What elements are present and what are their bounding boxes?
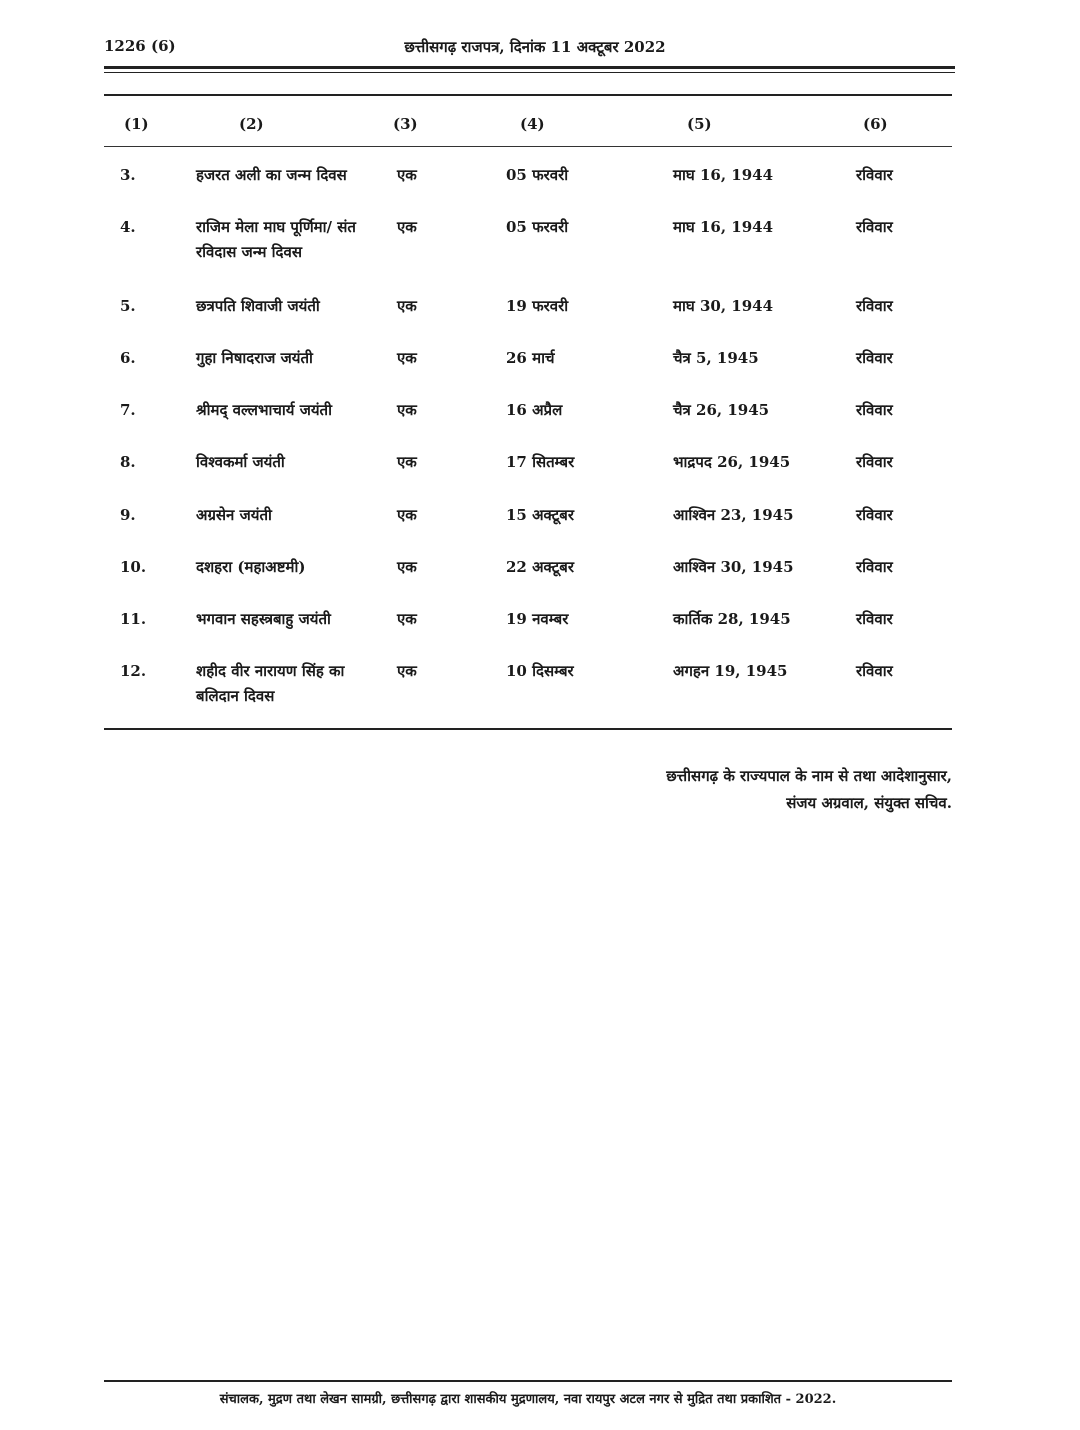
gregorian-date: 26 मार्च: [506, 349, 555, 367]
serial-number: 5.: [120, 297, 136, 315]
table-row: [0, 294, 1080, 342]
gregorian-date: 16 अप्रैल: [506, 401, 563, 419]
table-row: [0, 555, 1080, 603]
column-header-3: (3): [393, 115, 418, 133]
table-row: [0, 163, 1080, 211]
gregorian-date: 05 फरवरी: [506, 166, 569, 184]
table-row: [0, 215, 1080, 263]
serial-number: 12.: [120, 662, 147, 680]
table-row: [0, 503, 1080, 551]
day-count: एक: [397, 401, 417, 419]
holiday-name: श्रीमद् वल्लभाचार्य जयंती: [196, 401, 332, 419]
serial-number: 7.: [120, 401, 136, 419]
column-header-4: (4): [520, 115, 545, 133]
holiday-name: गुहा निषादराज जयंती: [196, 349, 313, 367]
footer-rule: [104, 1380, 952, 1382]
table-row: [0, 659, 1080, 707]
gazette-title: छत्तीसगढ़ राजपत्र, दिनांक 11 अक्टूबर 2022: [404, 38, 666, 56]
serial-number: 11.: [120, 610, 147, 628]
weekday: रविवार: [856, 349, 893, 367]
gregorian-date: 19 नवम्बर: [506, 610, 569, 628]
saka-date: माघ 16, 1944: [673, 218, 774, 236]
saka-date: आश्विन 23, 1945: [673, 506, 794, 524]
day-count: एक: [397, 610, 417, 628]
day-count: एक: [397, 662, 417, 680]
saka-date: आश्विन 30, 1945: [673, 558, 794, 576]
day-count: एक: [397, 218, 417, 236]
serial-number: 3.: [120, 166, 136, 184]
column-header-6: (6): [863, 115, 888, 133]
weekday: रविवार: [856, 610, 893, 628]
header-rule-thick: [104, 66, 955, 69]
gregorian-date: 05 फरवरी: [506, 218, 569, 236]
column-header-5: (5): [687, 115, 712, 133]
gregorian-date: 10 दिसम्बर: [506, 662, 574, 680]
signoff-signatory: संजय अग्रवाल, संयुक्त सचिव.: [786, 794, 952, 812]
saka-date: चैत्र 26, 1945: [673, 401, 770, 419]
day-count: एक: [397, 297, 417, 315]
page-number: 1226 (6): [104, 37, 176, 55]
saka-date: चैत्र 5, 1945: [673, 349, 759, 367]
serial-number: 9.: [120, 506, 136, 524]
weekday: रविवार: [856, 662, 893, 680]
table-rule-mid: [104, 146, 952, 147]
serial-number: 10.: [120, 558, 147, 576]
column-header-2: (2): [239, 115, 264, 133]
holiday-name: अग्रसेन जयंती: [196, 506, 272, 524]
table-row: [0, 450, 1080, 498]
gregorian-date: 22 अक्टूबर: [506, 558, 574, 576]
day-count: एक: [397, 453, 417, 471]
column-header-1: (1): [124, 115, 149, 133]
serial-number: 4.: [120, 218, 136, 236]
saka-date: भाद्रपद 26, 1945: [673, 453, 791, 471]
signoff-authority: छत्तीसगढ़ के राज्यपाल के नाम से तथा आदेशानुसार,: [666, 767, 952, 785]
serial-number: 8.: [120, 453, 136, 471]
table-rule-bottom: [104, 728, 952, 730]
gregorian-date: 19 फरवरी: [506, 297, 569, 315]
table-row: [0, 346, 1080, 394]
day-count: एक: [397, 166, 417, 184]
gregorian-date: 17 सितम्बर: [506, 453, 575, 471]
gregorian-date: 15 अक्टूबर: [506, 506, 574, 524]
day-count: एक: [397, 506, 417, 524]
table-row: [0, 607, 1080, 655]
holiday-name: भगवान सहस्त्रबाहु जयंती: [196, 610, 331, 628]
holiday-name: हजरत अली का जन्म दिवस: [196, 166, 347, 184]
weekday: रविवार: [856, 558, 893, 576]
day-count: एक: [397, 349, 417, 367]
holiday-name: राजिम मेला माघ पूर्णिमा/ संत रविदास जन्म दिवस: [196, 218, 356, 261]
weekday: रविवार: [856, 218, 893, 236]
weekday: रविवार: [856, 297, 893, 315]
weekday: रविवार: [856, 401, 893, 419]
weekday: रविवार: [856, 453, 893, 471]
day-count: एक: [397, 558, 417, 576]
weekday: रविवार: [856, 166, 893, 184]
holiday-name: छत्रपति शिवाजी जयंती: [196, 297, 320, 315]
saka-date: माघ 30, 1944: [673, 297, 774, 315]
footer-imprint: संचालक, मुद्रण तथा लेखन सामग्री, छत्तीसगढ़ द्वारा शासकीय मुद्रणालय, नवा रायपुर अटल नगर से मुद्रित तथा प्रकाशित - 2022.: [219, 1392, 837, 1407]
holiday-name: दशहरा (महाअष्टमी): [196, 558, 306, 576]
table-row: [0, 398, 1080, 446]
saka-date: माघ 16, 1944: [673, 166, 774, 184]
serial-number: 6.: [120, 349, 136, 367]
holiday-name: विश्वकर्मा जयंती: [196, 453, 285, 471]
holiday-name: शहीद वीर नारायण सिंह का बलिदान दिवस: [196, 662, 345, 705]
header-rule-thin: [104, 72, 955, 73]
saka-date: अगहन 19, 1945: [673, 662, 788, 680]
weekday: रविवार: [856, 506, 893, 524]
table-rule-top: [104, 94, 952, 96]
saka-date: कार्तिक 28, 1945: [673, 610, 791, 628]
